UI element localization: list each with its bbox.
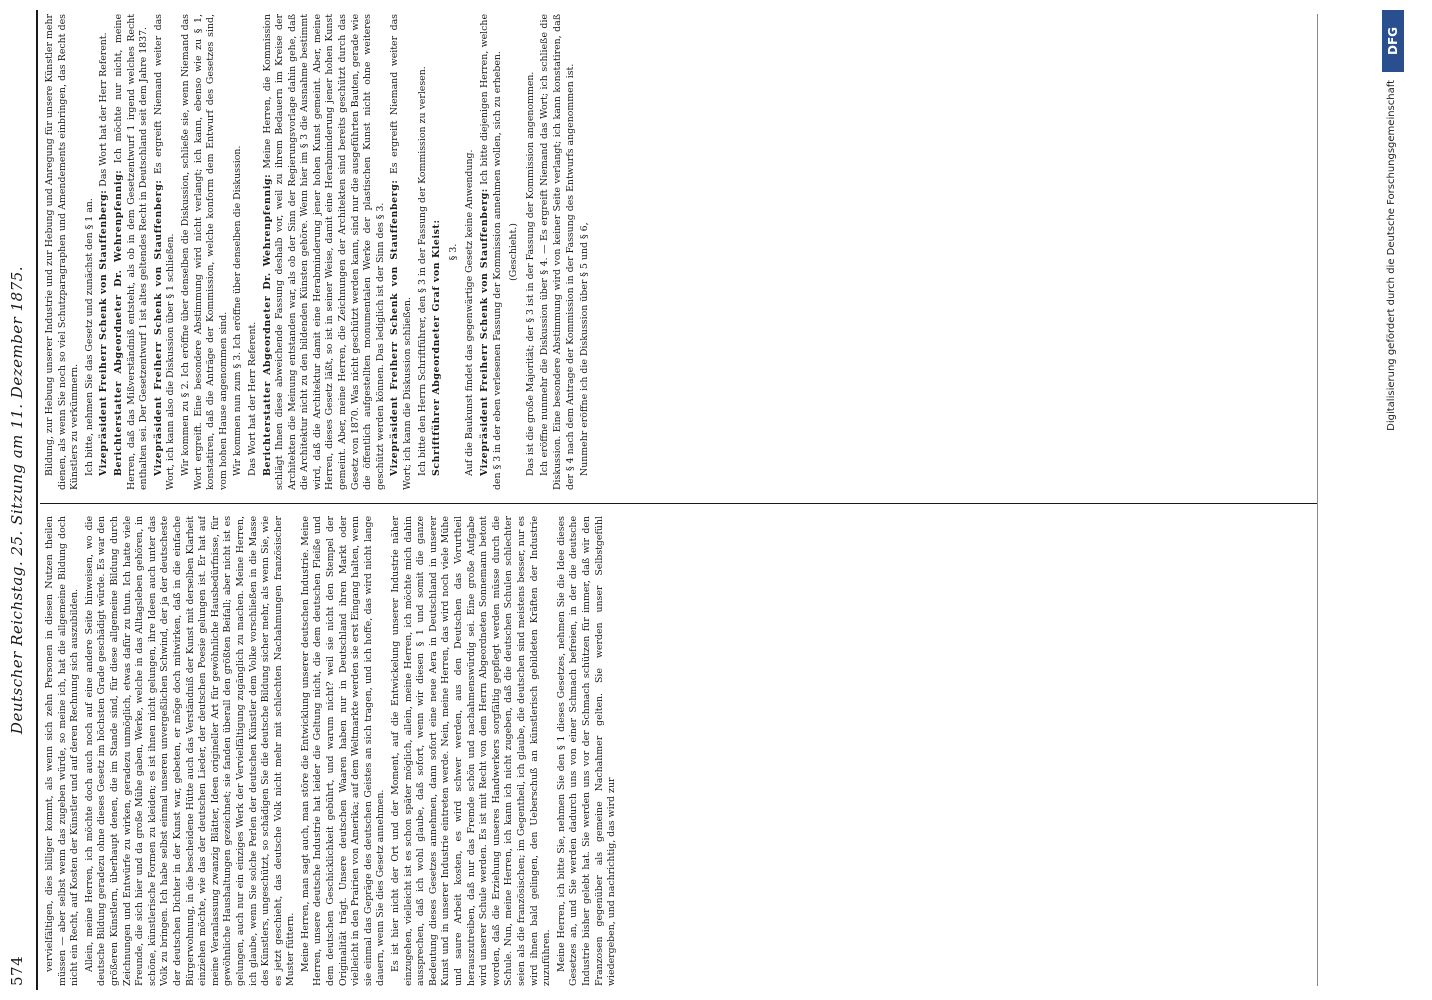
- speech-text: Das Wort hat der Herr Referent.: [246, 321, 258, 476]
- speech-text: Es ergreift Niemand weiter das Wort, ich kann also die Diskussion über § 1 schließen.: [152, 14, 177, 490]
- speech-text: § 3.: [447, 243, 459, 261]
- left-paragraph: Meine Herren, ich bitte Sie, nehmen Sie den § 1 dieses Gesetzes, nehmen Sie die Idee dieses Gesetzes an, und Sie werden dadurch uns von einer Schmach befreien, in der die deutsche Industrie bisher gelebt hat. Sie werden uns vor der Schmach schützen für immer, daß wir den Franzosen gegenüber als gemeine Nachahmer gelten. Sie werden unser Selbstgefühl wiedergeben, und nachrichtig, das wird zur: [555, 516, 618, 986]
- speaker-name: Berichterstatter Abgeordneter Dr. Wehrenpfennig:: [112, 169, 124, 476]
- right-paragraph: [539, 14, 577, 490]
- digitization-bar: [1380, 0, 1432, 1000]
- right-paragraph: [508, 14, 521, 490]
- speech-text: Das ist die große Majorität; der § 3 ist in der Fassung der Kommission angenommen.: [524, 71, 536, 476]
- right-paragraph: [84, 14, 97, 490]
- speaker-name: Schriftführer Abgeordneter Graf von Kleist:: [431, 219, 443, 476]
- speech-text: (Geschieht.): [508, 223, 520, 281]
- right-paragraph: [113, 14, 151, 490]
- right-paragraph: [232, 14, 245, 490]
- right-paragraph: [417, 14, 430, 490]
- speech-text: Wir kommen zu § 2. Ich eröffne über denselben die Diskussion, schließe sie, wenn Niemand das Wort ergreift. Eine besondere Abstimmung wird nicht verlangt; ich kann, ebenso wie zu § 1, konstatiren, daß die Anträge der Kommission, welche konform dem Entwurf des Gesetzes sind, vom hohen Hause angenommen sind.: [179, 14, 229, 490]
- speaker-name: Vizepräsident Freiherr Schenk von Stauffenberg:: [98, 189, 110, 476]
- speech-text: Auf die Baukunst findet das gegenwärtige Gesetz keine Anwendung.: [464, 149, 476, 476]
- speech-text: Ich möchte nur nicht, meine Herren, daß das Mißverständniß entsteht, als ob in dem Gesetzentwurf 1 irgend welches Recht enthalten sei. Der Gesetzentwurf 1 ist altes geltendes Recht in Deutschland seit dem Jahre 1837.: [112, 14, 150, 490]
- right-paragraph: [44, 14, 82, 490]
- right-paragraph: [180, 14, 230, 490]
- right-paragraph: [431, 14, 444, 490]
- right-paragraph: [448, 14, 461, 490]
- speaker-name: Vizepräsident Freiherr Schenk von Stauffenberg:: [479, 188, 490, 476]
- right-paragraph: [525, 14, 538, 490]
- right-column: [44, 14, 1310, 490]
- digitization-note: Digitalisierung gefördert durch die Deutsche Forschungsgemeinschaft: [1386, 80, 1397, 431]
- right-paragraph: [98, 14, 111, 490]
- right-paragraph: [153, 14, 178, 490]
- speech-text: Meine Herren, die Kommission schlägt Ihnen diese abweichende Fassung deshalb vor, weil zu ihrem Bedauern im Kreise der Architekten die Meinung entstanden war, als ob der Sinn der Regierungsvorlage dahin gehe, daß die Architektur nicht zu den bildenden Künsten gehöre. Wenn hier im § 3 die Ausnahme bestimmt wird, daß die Architektur damit eine Herabminderung jener hohen Kunst gemeint. Aber, meine Herren, dieses Gesetz läßt, so ist in seiner Weise, damit eine Herabminderung jener hohen Kunst gemeint. Aber, meine Herren, die Zeichnungen der Architekten sind bereits geschützt durch das Gesetz von 1870. Was nicht geschützt werden kann, sind nur die ausgeführten Bauten, gerade wie die öffentlich aufgestellten monumentalen Werke der plastischen Kunst nicht ohne weiteres geschützt werden können. Das lediglich ist der Sinn des § 3.: [261, 14, 386, 490]
- left-paragraph: Allein, meine Herren, ich möchte doch auch noch auf eine andere Seite hinweisen, wo die deutsche Bildung geradezu ohne dieses Gesetz im höchsten Grade geschädigt würde. Es war den größeren Künstlern, überhaupt denen, die im Stande sind, für diese allgemeine Bildung durch Zeichnungen und Entwürfe zu wirken, geradezu unmöglich, etwas dafür zu thun. Ich hatte viele Freunde, die sich hier und da große Mühe gaben, Werke, welche in das Alltagsleben gehören, in schöne, künstlerische Formen zu kleiden; es ist ihnen nicht gelungen, ihre Ideen auch unter das Volk zu bringen. Ich habe selbst einmal unseren unvergeßlichen Schwind, der ja der deutscheste der deutschen Dichter in der Kunst war, gebeten, er möge doch mitwirken, daß in die einfache Bürgerwohnung, in die bescheidene Hütte auch das Verständniß der Kunst mit derselben Klarheit einziehen möchte, wie das der deutschen Lieder, der deutschen Poesie gelungen ist. Er hat auf meine Veranlassung zwanzig Blätter, Ideen origineller Art für gewöhnliche Hausbedürfnisse, für gewöhnliche Haushaltungen gezeichnet; sie fanden überall den größten Beifall; aber nicht ist es gelungen, auch nur ein einziges Werk der Vervielfältigung zugänglich zu machen. Meine Herren, ich glaube, wenn Sie solche Perlen der deutschen Künstler dem Volke vorschließen in die Masse des Künstlers, ungeschützt, so schädigen Sie die deutsche Bildung sicher mehr, als wenn Sie, wie es jetzt geschieht, das deutsche Volk nicht mehr mit schlechten Nachahmungen französischer Muster füttern.: [83, 516, 297, 986]
- speaker-name: Vizepräsident Freiherr Schenk von Stauffenberg:: [152, 179, 164, 476]
- speaker-name: Vizepräsident Freiherr Schenk von Stauffenberg:: [389, 179, 401, 476]
- right-paragraph: [579, 14, 592, 490]
- page-number: 574: [8, 955, 26, 986]
- speech-text: Ich bitte, nehmen Sie das Gesetz und zunächst den § 1 an.: [83, 198, 95, 476]
- page-header: [4, 14, 34, 986]
- running-title: Deutscher Reichstag. 25. Sitzung am 11. Dezember 1875.: [8, 265, 26, 735]
- speech-text: Wir kommen nun zum § 3. Ich eröffne über denselben die Diskussion.: [232, 145, 244, 476]
- speech-text: Es ergreift Niemand weiter das Wort; ich kann die Diskussion schließen.: [389, 14, 414, 490]
- left-paragraph: vervielfältigen, dies billiger kommt, als wenn sich zehn Personen in diesen Nutzen theilen müssen — aber selbst wenn das zugeben würde, so meine ich, hat die allgemeine Bildung doch nicht ein Recht, auf Kosten der Künstler und auf deren Rechnung sich auszubilden.: [44, 516, 81, 986]
- speech-text: Ich eröffne nunmehr die Diskussion über § 4. — Es ergreift Niemand das Wort; ich schließe die Diskussion. Eine besondere Abstimmung wird von keiner Seite verlangt; ich kann konstatiren, daß der § 4 nach dem Antrage der Kommission in der Fassung des Entwurfs angenommen ist.: [539, 14, 576, 490]
- speech-text: Bildung, zur Hebung unserer Industrie und zur Hebung und Anregung für unsere Künstler mehr dienen, als wenn Sie noch so viel Schutzparagraphen und Amendements einbringen, das Recht des Künstlers zu verkümmern.: [44, 14, 81, 490]
- speech-text: Das Wort hat der Herr Referent.: [98, 32, 110, 187]
- speaker-name: Berichterstatter Abgeordneter Dr. Wehrenpfennig:: [261, 173, 273, 476]
- right-paragraph: [464, 14, 477, 490]
- speech-text: Ich bitte den Herrn Schriftführer, den § 3 in der Fassung der Kommission zu verlesen.: [416, 66, 428, 476]
- footer-rule: [1317, 14, 1318, 986]
- right-paragraph: [247, 14, 260, 490]
- speech-text: Nunmehr eröffne ich die Diskussion über § 5 und § 6,: [579, 222, 591, 476]
- left-column: [44, 516, 1310, 986]
- speech-text: Ich bitte diejenigen Herren, welche den § 3 in der eben verlesenen Fassung der Kommission annehmen wollen, sich zu erheben.: [479, 14, 503, 490]
- right-paragraph: [262, 14, 388, 490]
- right-paragraph: [389, 14, 414, 490]
- header-rule: [36, 10, 38, 990]
- left-paragraph: Meine Herren, man sagt auch, man störe die Entwicklung unserer deutschen Industrie. Meine Herren, unsere deutsche Industrie hat leider die Geltung nicht, die dem deutschen Fleiße und dem deutschen Geschicklichkeit gebührt, und warum nicht? weil sie nicht den Stempel der Originalität trägt. Unsere deutschen Waaren haben nur in Deutschland ihren Markt oder vielleicht in den Prairien von Amerika; auf dem Weltmarkte werden sie erst Eingang halten, wenn sie einmal das Gepräge des deutschen Geistes an sich tragen, und ich hoffe, das wird nicht lange dauern, wenn Sie dies Gesetz annehmen.: [299, 516, 387, 986]
- dfg-logo: DFG: [1382, 10, 1404, 72]
- column-divider: [40, 503, 1318, 504]
- right-paragraph: [479, 14, 504, 490]
- left-paragraph: Es ist hier nicht der Ort und der Moment, auf die Entwickelung unserer Industrie näher einzugehen, vielleicht ist es schon später möglich, allein, meine Herren, ich möchte mich dahin aussprechen, daß ich wohl glaube, daß sofort, wenn wir diesen § 1 und somit die ganze Bedeutung dieses Gesetzes annehmen, dann sofort eine neue Aera in Deutschland in unserer Kunst und in unserer Industrie eintreten werde. Nein, meine Herren, das wird noch viele Mühe und saure Arbeit kosten, es wird schwer werden, aus den Deutschen das Vorurtheil herauszutreiben, daß nur das Fremde schön und nachahmenswürdig sei. Eine große Aufgabe wird unserer Schule werden. Es ist mit Recht von dem Herrn Abgeordneten Sonnemann betont worden, daß die Erziehung unseres Handwerkers sorgfältig gepflegt werden müsse durch die Schule. Nun, meine Herren, ich kann ich nicht zugeben, daß die deutschen Schulen schlechter seien als die französischen; im Gegentheil, ich glaube, die deutschen sind meistens besser, nur es wird ihnen bald gelingen, den Ueberschuß an künstlerisch gebildeten Kräften der Industrie zuzuführen.: [390, 516, 553, 986]
